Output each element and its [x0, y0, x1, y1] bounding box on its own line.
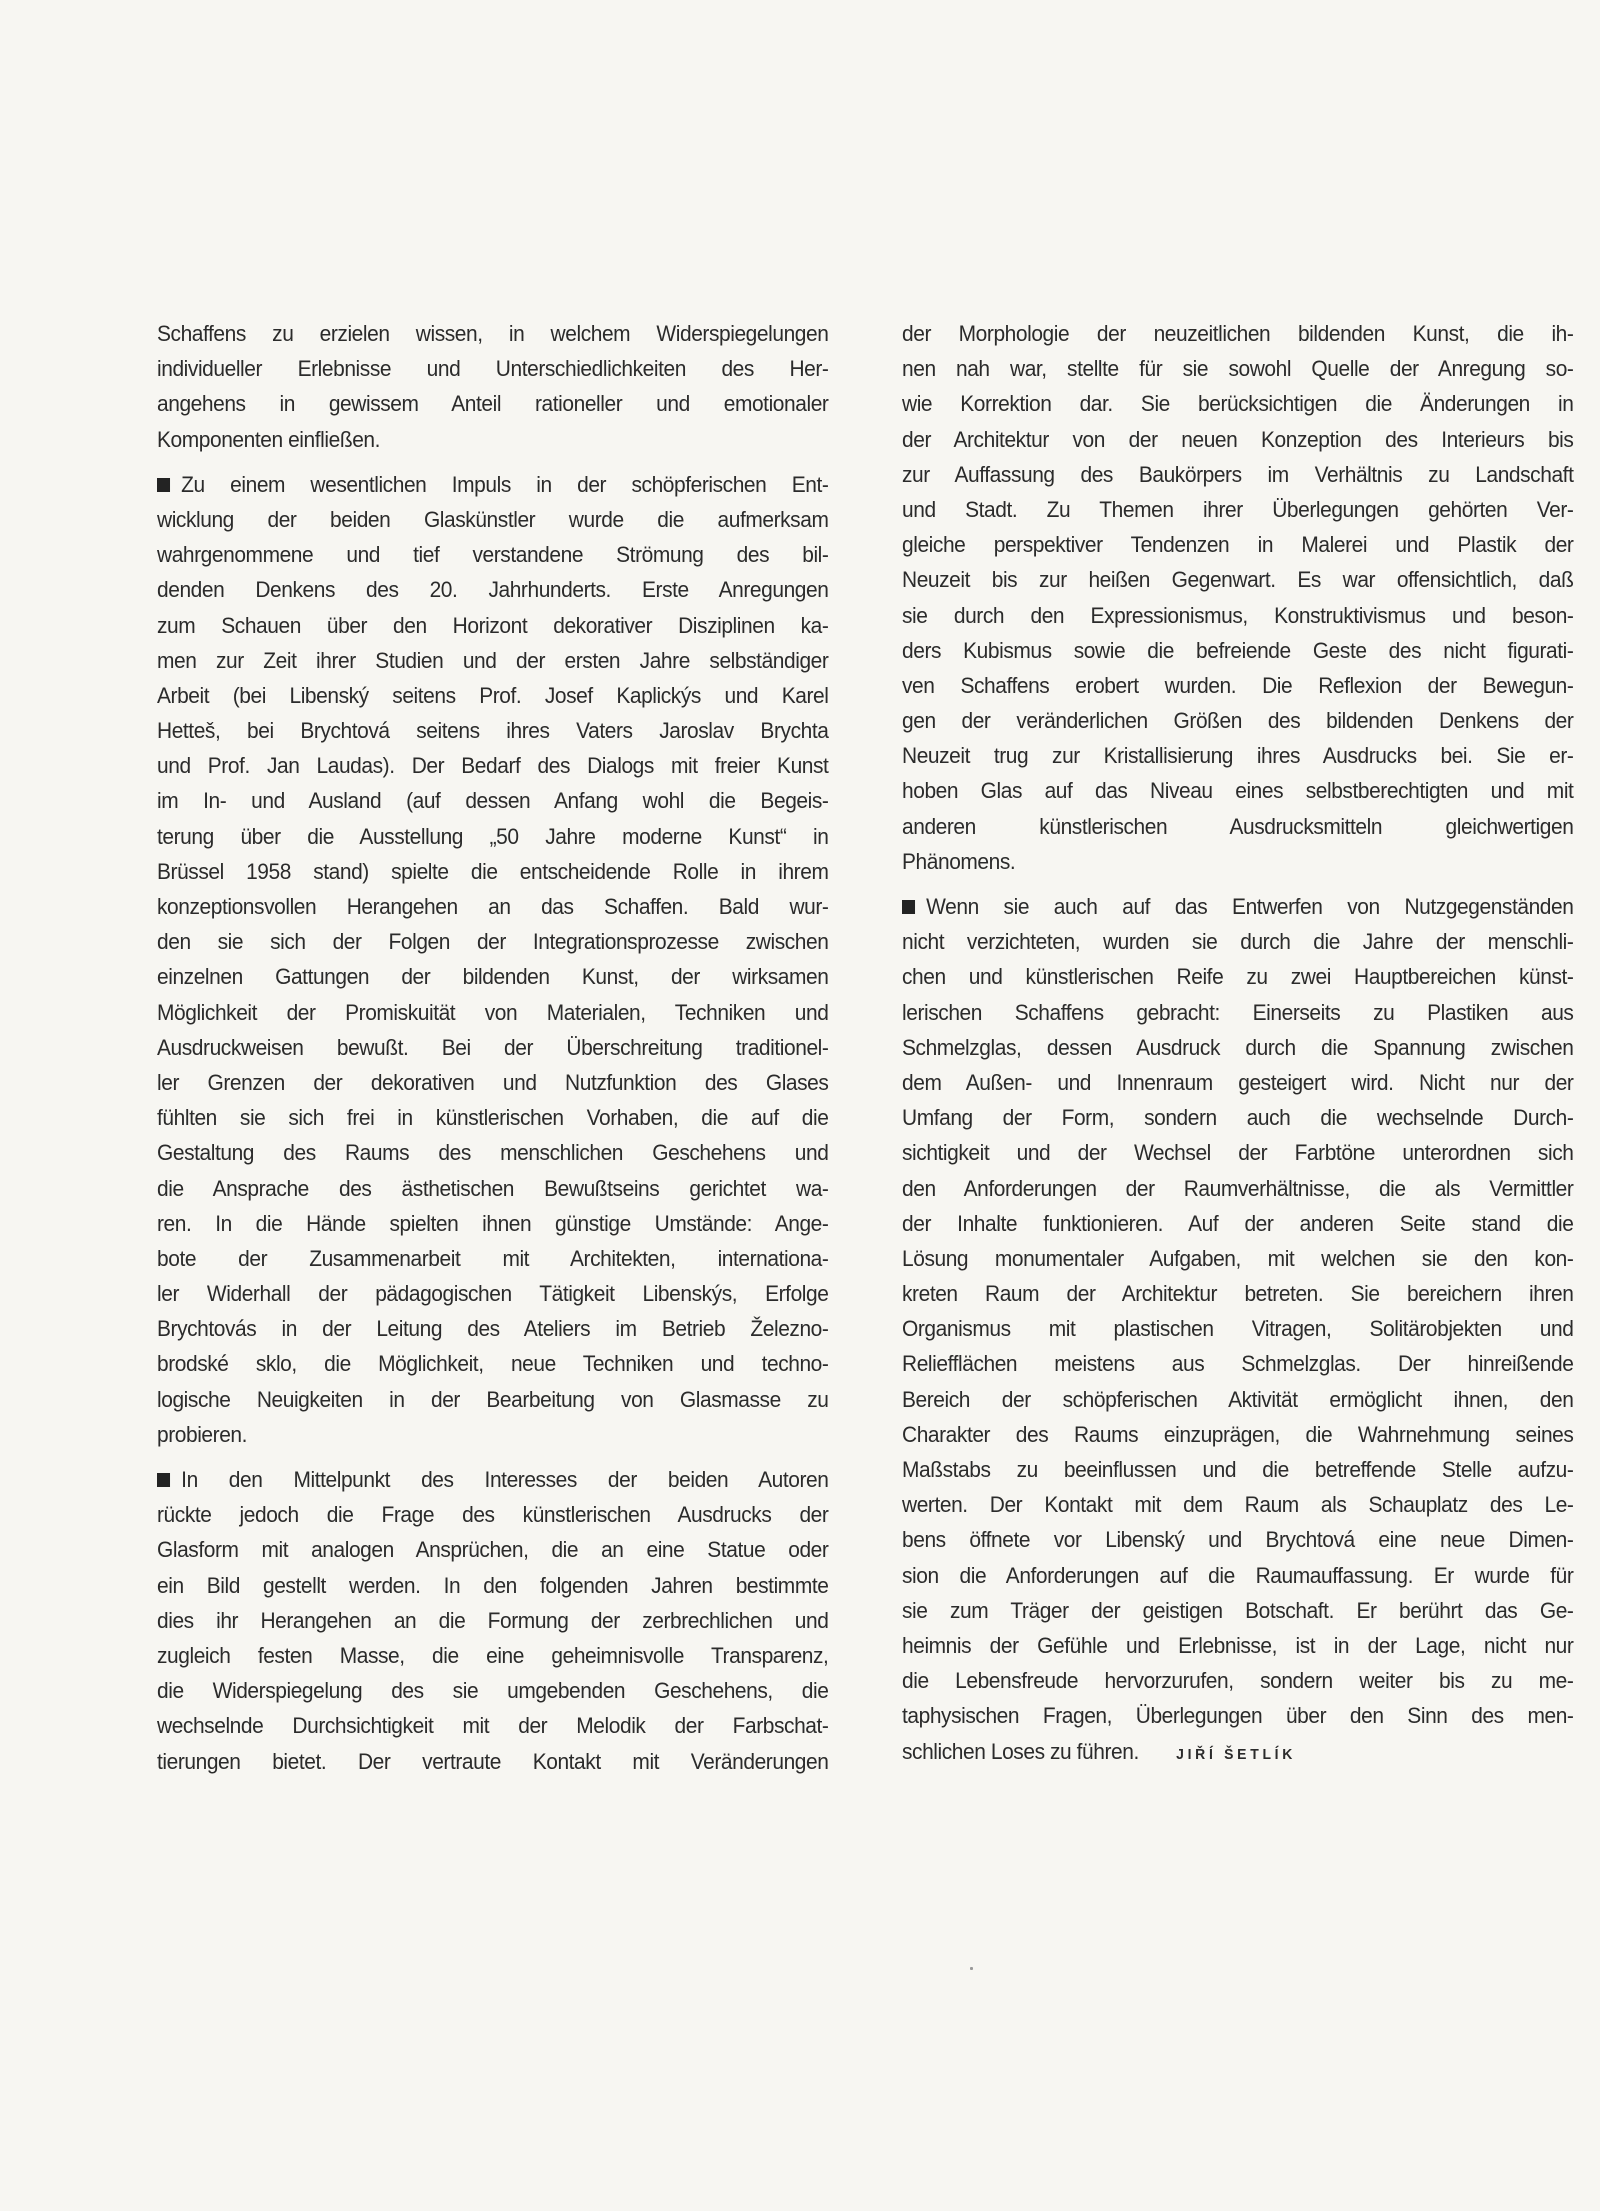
text-line: terung über die Ausstellung „50 Jahre moderne Kunst“ in: [157, 823, 829, 849]
paper-speck: [970, 1967, 973, 1970]
text-line: der Architektur von der neuen Konzeption des Interieurs bis: [902, 426, 1574, 452]
text-line: lerischen Schaffens gebracht: Einerseits zu Plastiken aus: [902, 999, 1574, 1025]
text-line: ven Schaffens erobert wurden. Die Reflexion der Bewegun-: [902, 672, 1574, 698]
text-line: sie zum Träger der geistigen Botschaft. Er berührt das Ge-: [902, 1597, 1574, 1623]
text-line: ler Widerhall der pädagogischen Tätigkeit Libenskýs, Erfolge: [157, 1281, 829, 1307]
text-line: angehens in gewissem Anteil rationeller und emotionaler: [157, 391, 829, 417]
text-line: der Inhalte funktionieren. Auf der anderen Seite stand die: [902, 1210, 1574, 1236]
text-line: Neuzeit trug zur Kristallisierung ihres Ausdrucks bei. Sie er-: [902, 743, 1574, 769]
text-span: Wenn sie auch auf das Entwerfen von Nutzgegenständen: [926, 894, 1574, 919]
text-line: zur Auffassung des Baukörpers im Verhältnis zu Landschaft: [902, 461, 1574, 487]
text-line: Arbeit (bei Libenský seitens Prof. Josef Kaplickýs und Karel: [157, 682, 829, 708]
paragraph: [902, 889, 1574, 1769]
text-line: Komponenten einfließen.: [157, 426, 381, 452]
square-bullet-icon: [902, 900, 915, 914]
text-line: individueller Erlebnisse und Unterschiedlichkeiten des Her-: [157, 356, 829, 382]
text-line: nicht verzichteten, wurden sie durch die Jahre der menschli-: [902, 929, 1574, 955]
text-line: [902, 1734, 1573, 1769]
text-line: brodské sklo, die Möglichkeit, neue Techniken und techno-: [157, 1351, 829, 1377]
text-line: die Ansprache des ästhetischen Bewußtseins gerichtet wa-: [157, 1175, 829, 1201]
text-line: ren. In die Hände spielten ihnen günstige Umstände: Ange-: [157, 1210, 829, 1236]
text-line: Möglichkeit der Promiskuität von Materialen, Techniken und: [157, 999, 829, 1025]
text-line: Gestaltung des Raums des menschlichen Geschehens und: [157, 1140, 829, 1166]
text-line: taphysischen Fragen, Überlegungen über den Sinn des men-: [902, 1703, 1574, 1729]
text-line: bens öffnete vor Libenský und Brychtová eine neue Dimen-: [902, 1527, 1574, 1553]
text-line: Hetteš, bei Brychtová seitens ihres Vaters Jaroslav Brychta: [157, 718, 829, 744]
text-line: den sie sich der Folgen der Integrationsprozesse zwischen: [157, 929, 829, 955]
text-line: gen der veränderlichen Größen des bildenden Denkens der: [902, 708, 1574, 734]
text-line: Brüssel 1958 stand) spielte die entscheidende Rolle in ihrem: [157, 858, 829, 884]
text-line: die Widerspiegelung des sie umgebenden Geschehens, die: [157, 1678, 829, 1704]
text-line: sie durch den Expressionismus, Konstruktivismus und beson-: [902, 602, 1574, 628]
text-line: tierungen bietet. Der vertraute Kontakt mit Veränderungen: [157, 1748, 829, 1774]
text-line: Phänomens.: [902, 848, 1016, 874]
text-column-right: [902, 316, 1574, 1769]
text-line: dies ihr Herangehen an die Formung der zerbrechlichen und: [157, 1607, 829, 1633]
paragraph-gap: [157, 457, 829, 467]
text-line: probieren.: [157, 1421, 248, 1447]
text-line: zum Schauen über den Horizont dekorativer Disziplinen ka-: [157, 612, 829, 638]
text-line: Schmelzglas, dessen Ausdruck durch die Spannung zwischen: [902, 1034, 1574, 1060]
text-line: Umfang der Form, sondern auch die wechselnde Durch-: [902, 1105, 1574, 1131]
text-line: heimnis der Gefühle und Erlebnisse, ist in der Lage, nicht nur: [902, 1632, 1574, 1658]
paragraph-gap: [902, 879, 1574, 889]
text-span: In den Mittelpunkt des Interesses der beiden Autoren: [181, 1467, 829, 1492]
text-line: Glasform mit analogen Ansprüchen, die an eine Statue oder: [157, 1537, 829, 1563]
text-line: zugleich festen Masse, die eine geheimnisvolle Transparenz,: [157, 1642, 829, 1668]
text-line: sion die Anforderungen auf die Raumauffassung. Er wurde für: [902, 1562, 1574, 1588]
text-line: Bereich der schöpferischen Aktivität ermöglicht ihnen, den: [902, 1386, 1574, 1412]
text-line: Brychtovás in der Leitung des Ateliers im Betrieb Železno-: [157, 1316, 829, 1342]
paragraph-gap: [157, 1452, 829, 1462]
text-line: konzeptionsvollen Herangehen an das Schaffen. Bald wur-: [157, 894, 829, 919]
square-bullet-icon: [157, 478, 170, 492]
text-line: dem Außen- und Innenraum gesteigert wird. Nicht nur der: [902, 1069, 1574, 1095]
text-line: wie Korrektion dar. Sie berücksichtigen die Änderungen in: [902, 391, 1574, 417]
text-line: logische Neuigkeiten in der Bearbeitung von Glasmasse zu: [157, 1386, 829, 1412]
text-line: einzelnen Gattungen der bildenden Kunst, der wirksamen: [157, 964, 829, 990]
text-line: im In- und Ausland (auf dessen Anfang wohl die Begeis-: [157, 788, 829, 814]
paragraph: [157, 316, 829, 457]
text-line: Neuzeit bis zur heißen Gegenwart. Es war offensichtlich, daß: [902, 567, 1574, 593]
text-line: bote der Zusammenarbeit mit Architekten, internationa-: [157, 1245, 829, 1271]
text-line: wechselnde Durchsichtigkeit mit der Melodik der Farbschat-: [157, 1713, 829, 1739]
text-line: Charakter des Raums einzuprägen, die Wahrnehmung seines: [902, 1421, 1574, 1447]
text-line: und Prof. Jan Laudas). Der Bedarf des Dialogs mit freier Kunst: [157, 753, 829, 779]
text-line: [157, 1462, 828, 1497]
text-line: wahrgenommene und tief verstandene Strömung des bil-: [157, 542, 829, 568]
text-line: Schaffens zu erzielen wissen, in welchem Widerspiegelungen: [157, 321, 829, 346]
text-line: denden Denkens des 20. Jahrhunderts. Erste Anregungen: [157, 577, 829, 603]
text-line: der Morphologie der neuzeitlichen bildenden Kunst, die ih-: [902, 321, 1574, 346]
text-line: Reliefflächen meistens aus Schmelzglas. Der hinreißende: [902, 1351, 1574, 1377]
paragraph: [157, 467, 829, 1452]
text-line: und Stadt. Zu Themen ihrer Überlegungen gehörten Ver-: [902, 496, 1574, 522]
text-line: fühlten sie sich frei in künstlerischen Vorhaben, die auf die: [157, 1105, 829, 1131]
text-column-left: [157, 316, 829, 1779]
text-line: Ausdruckweisen bewußt. Bei der Überschreitung traditionel-: [157, 1034, 829, 1060]
text-span: Zu einem wesentlichen Impuls in der schöpferischen Ent-: [181, 471, 829, 497]
text-line: anderen künstlerischen Ausdrucksmitteln gleichwertigen: [902, 813, 1574, 839]
text-line: werten. Der Kontakt mit dem Raum als Schauplatz des Le-: [902, 1492, 1574, 1518]
text-span: schlichen Loses zu führen.: [902, 1738, 1139, 1764]
text-line: ders Kubismus sowie die befreiende Geste des nicht figurati-: [902, 637, 1574, 663]
text-line: ein Bild gestellt werden. In den folgenden Jahren bestimmte: [157, 1572, 829, 1598]
author-signature: JIŘÍ ŠETLÍK: [1176, 1745, 1297, 1763]
paragraph: [902, 316, 1574, 879]
text-line: Organismus mit plastischen Vitragen, Solitärobjekten und: [902, 1316, 1574, 1342]
text-line: kreten Raum der Architektur betreten. Sie bereichern ihren: [902, 1281, 1574, 1307]
text-line: die Lebensfreude hervorzurufen, sondern weiter bis zu me-: [902, 1668, 1574, 1694]
text-line: [902, 889, 1573, 924]
text-line: sichtigkeit und der Wechsel der Farbtöne unterordnen sich: [902, 1140, 1574, 1166]
text-line: rückte jedoch die Frage des künstlerischen Ausdrucks der: [157, 1502, 829, 1528]
square-bullet-icon: [157, 1473, 170, 1487]
text-line: [157, 467, 828, 502]
text-line: wicklung der beiden Glaskünstler wurde die aufmerksam: [157, 506, 829, 532]
text-line: gleiche perspektiver Tendenzen in Malerei und Plastik der: [902, 532, 1574, 558]
text-line: ler Grenzen der dekorativen und Nutzfunktion des Glases: [157, 1069, 829, 1095]
text-line: Lösung monumentaler Aufgaben, mit welchen sie den kon-: [902, 1245, 1574, 1271]
text-line: chen und künstlerischen Reife zu zwei Hauptbereichen künst-: [902, 964, 1574, 990]
text-line: Maßstabs zu beeinflussen und die betreffende Stelle aufzu-: [902, 1457, 1574, 1482]
text-line: den Anforderungen der Raumverhältnisse, die als Vermittler: [902, 1175, 1574, 1201]
paragraph: [157, 1462, 829, 1779]
text-line: hoben Glas auf das Niveau eines selbstberechtigten und mit: [902, 778, 1574, 804]
text-line: men zur Zeit ihrer Studien und der ersten Jahre selbständiger: [157, 647, 829, 673]
text-line: nen nah war, stellte für sie sowohl Quelle der Anregung so-: [902, 356, 1574, 382]
